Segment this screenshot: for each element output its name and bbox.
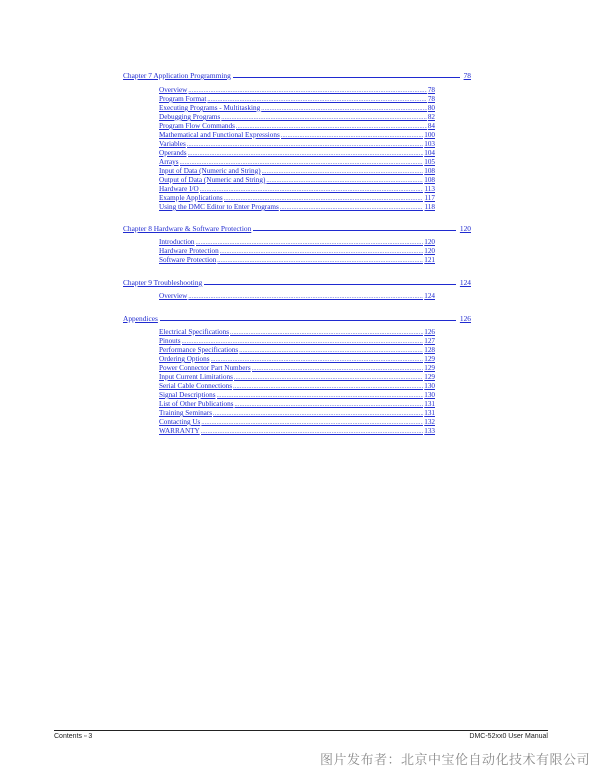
dot-leader — [187, 141, 423, 149]
dot-leader — [207, 96, 427, 104]
toc-entry[interactable] — [159, 194, 435, 203]
dot-leader — [217, 392, 424, 400]
entry-title: Electrical Specifications — [159, 328, 230, 336]
entry-title: Software Protection — [159, 256, 217, 264]
entry-title: Contacting Us — [159, 418, 201, 426]
toc-entry[interactable] — [159, 185, 435, 194]
dot-leader — [281, 132, 423, 140]
chapter-title: Appendices — [123, 314, 158, 323]
entry-page: 104 — [424, 149, 435, 157]
entry-title: Introduction — [159, 238, 195, 246]
toc-chapter-7-entries — [159, 86, 435, 212]
entry-title: Debugging Programs — [159, 113, 221, 121]
leader-line — [160, 320, 456, 321]
entry-title: Performance Specifications — [159, 346, 239, 354]
entry-title: Ordering Options — [159, 355, 210, 363]
entry-page: 82 — [427, 113, 435, 121]
toc-entry[interactable] — [159, 131, 435, 140]
dot-leader — [224, 195, 424, 203]
toc-entry[interactable] — [159, 95, 435, 104]
footer-manual-title: DMC-52xx0 User Manual — [469, 733, 548, 740]
dot-leader — [196, 239, 424, 247]
entry-title: Overview — [159, 86, 188, 94]
entry-title: Pinouts — [159, 337, 181, 345]
entry-page: 120 — [424, 238, 435, 246]
toc-entry[interactable] — [159, 400, 435, 409]
entry-page: 100 — [424, 131, 435, 139]
dot-leader — [236, 123, 427, 131]
toc-entry[interactable] — [159, 328, 435, 337]
dot-leader — [262, 168, 424, 176]
toc-entry[interactable] — [159, 364, 435, 373]
entry-title: Serial Cable Connections — [159, 382, 233, 390]
toc-entry[interactable] — [159, 167, 435, 176]
entry-title: Arrays — [159, 158, 179, 166]
dot-leader — [239, 347, 423, 355]
toc-entry[interactable] — [159, 391, 435, 400]
leader-line — [204, 284, 456, 285]
toc-entry[interactable] — [159, 373, 435, 382]
entry-page: 113 — [424, 185, 435, 193]
entry-page: 108 — [424, 176, 435, 184]
entry-page: 128 — [424, 346, 435, 354]
dot-leader — [252, 365, 424, 373]
entry-page: 132 — [424, 418, 435, 426]
leader-line — [253, 230, 456, 231]
dot-leader — [201, 419, 423, 427]
toc-entry[interactable] — [159, 382, 435, 391]
entry-page: 78 — [427, 86, 435, 94]
dot-leader — [220, 248, 424, 256]
entry-page: 120 — [424, 247, 435, 255]
entry-page: 130 — [424, 382, 435, 390]
dot-leader — [200, 186, 424, 194]
entry-title: Input Current Limitations — [159, 373, 233, 381]
toc-chapter-8-entries — [159, 238, 435, 265]
toc-entry[interactable] — [159, 104, 435, 113]
entry-page: 131 — [424, 400, 435, 408]
entry-title: Example Applications — [159, 194, 223, 202]
toc-entry[interactable] — [159, 86, 435, 95]
chapter-title: Chapter 8 Hardware & Software Protection — [123, 224, 252, 233]
footer-divider — [54, 730, 548, 731]
entry-title: Executing Programs - Multitasking — [159, 104, 261, 112]
toc-entry[interactable] — [159, 409, 435, 418]
entry-title: Variables — [159, 140, 186, 148]
entry-page: 80 — [427, 104, 435, 112]
entry-title: Using the DMC Editor to Enter Programs — [159, 203, 279, 211]
dot-leader — [266, 177, 423, 185]
entry-page: 105 — [424, 158, 435, 166]
toc-entry[interactable] — [159, 292, 435, 301]
entry-page: 121 — [424, 256, 435, 264]
entry-page: 129 — [424, 355, 435, 363]
dot-leader — [280, 204, 424, 212]
chapter-page: 126 — [459, 314, 471, 323]
toc-entry[interactable] — [159, 346, 435, 355]
dot-leader — [213, 410, 423, 418]
entry-title: WARRANTY — [159, 427, 200, 435]
entry-page: 103 — [424, 140, 435, 148]
entry-title: Overview — [159, 292, 188, 300]
chapter-page: 120 — [459, 224, 471, 233]
chapter-title: Chapter 9 Troubleshooting — [123, 278, 203, 287]
leader-line — [233, 77, 460, 78]
entry-page: 117 — [424, 194, 435, 202]
toc-entry[interactable] — [159, 203, 435, 212]
footer-page-label: Contents ▫ 3 — [54, 733, 93, 740]
dot-leader — [201, 428, 423, 436]
dot-leader — [182, 338, 424, 346]
entry-page: 133 — [424, 427, 435, 435]
entry-title: Hardware Protection — [159, 247, 219, 255]
publisher-watermark: 图片发布者：北京中宝伦自动化技术有限公司 — [319, 753, 590, 768]
toc-entry[interactable] — [159, 337, 435, 346]
entry-page: 124 — [424, 292, 435, 300]
dot-leader — [217, 257, 423, 265]
dot-leader — [211, 356, 424, 364]
entry-title: Program Format — [159, 95, 207, 103]
dot-leader — [180, 159, 424, 167]
dot-leader — [221, 114, 427, 122]
toc-chapter-9[interactable] — [123, 278, 471, 287]
toc-chapter-7[interactable] — [123, 71, 471, 80]
entry-page: 126 — [424, 328, 435, 336]
entry-title: Mathematical and Functional Expressions — [159, 131, 280, 139]
toc-entry[interactable] — [159, 427, 435, 436]
chapter-title: Chapter 7 Application Programming — [123, 71, 231, 80]
entry-page: 108 — [424, 167, 435, 175]
entry-title: Input of Data (Numeric and String) — [159, 167, 261, 175]
entry-title: Operands — [159, 149, 187, 157]
entry-page: 78 — [427, 95, 435, 103]
entry-page: 129 — [424, 373, 435, 381]
entry-title: Training Seminars — [159, 409, 213, 417]
toc-appendices-entries — [159, 328, 435, 436]
toc-entry[interactable] — [159, 355, 435, 364]
toc-entry[interactable] — [159, 140, 435, 149]
toc-entry[interactable] — [159, 256, 435, 265]
toc-chapter-9-entries — [159, 292, 435, 301]
toc-entry[interactable] — [159, 176, 435, 185]
toc-entry[interactable] — [159, 247, 435, 256]
entry-page: 127 — [424, 337, 435, 345]
dot-leader — [230, 329, 423, 337]
toc-chapter-8[interactable] — [123, 224, 471, 233]
entry-title: Power Connector Part Numbers — [159, 364, 251, 372]
toc-entry[interactable] — [159, 149, 435, 158]
toc-entry[interactable] — [159, 122, 435, 131]
dot-leader — [188, 87, 426, 95]
chapter-page: 124 — [459, 278, 471, 287]
entry-page: 129 — [424, 364, 435, 372]
dot-leader — [233, 383, 423, 391]
entry-page: 131 — [424, 409, 435, 417]
entry-title: Hardware I/O — [159, 185, 199, 193]
entry-title: Signal Descriptions — [159, 391, 216, 399]
dot-leader — [261, 105, 427, 113]
entry-title: Output of Data (Numeric and String) — [159, 176, 266, 184]
toc-entry[interactable] — [159, 113, 435, 122]
toc-entry[interactable] — [159, 238, 435, 247]
dot-leader — [188, 293, 423, 301]
dot-leader — [234, 401, 423, 409]
toc-appendices[interactable] — [123, 314, 471, 323]
chapter-page: 78 — [463, 71, 471, 80]
entry-title: Program Flow Commands — [159, 122, 235, 130]
toc-entry[interactable] — [159, 418, 435, 427]
entry-page: 118 — [424, 203, 435, 211]
toc-entry[interactable] — [159, 158, 435, 167]
dot-leader — [234, 374, 423, 382]
entry-title: List of Other Publications — [159, 400, 234, 408]
dot-leader — [188, 150, 424, 158]
entry-page: 130 — [424, 391, 435, 399]
entry-page: 84 — [427, 122, 435, 130]
